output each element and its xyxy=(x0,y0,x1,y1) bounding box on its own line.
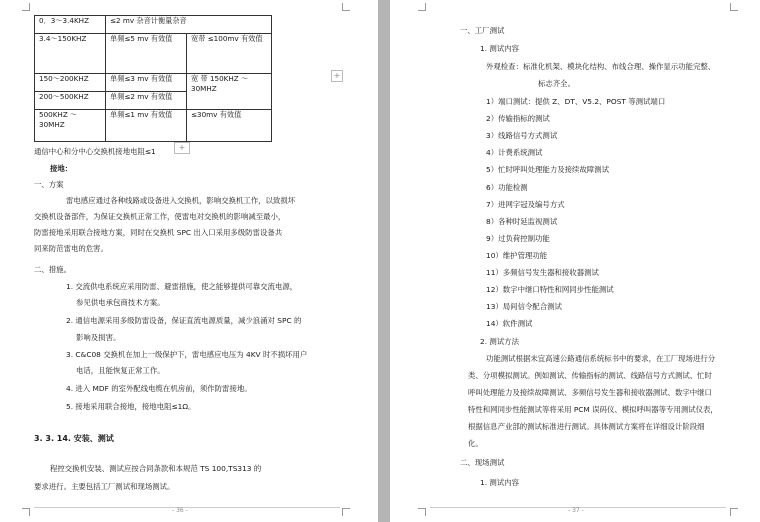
list-item: 13）局间信令配合测试 xyxy=(486,302,562,311)
subheading: 1. 测试内容 xyxy=(480,478,519,487)
list-item: 2. 通信电源采用多级防雷设备，保证直流电源质量，减少浪涌对 SPC 的 xyxy=(66,316,302,325)
crop-mark xyxy=(730,3,738,11)
heading: 二、措施。 xyxy=(34,265,71,274)
paragraph-line: 外观检查：标准化机架、模块化结构、布线合理、操作显示功能完整、 xyxy=(486,62,716,71)
table-row xyxy=(35,34,272,74)
list-item: 3. C&C08 交换机在加上一级保护下，雷电感应电压为 4KV 时不损坏用户 xyxy=(66,350,308,359)
paragraph-line: 防雷接地采用联合接地方案，同时在交换机 SPC 出入口采用多级防雷设备共 xyxy=(34,228,283,237)
list-item: 1）端口测试：提供 Z、DT、V5.2、POST 等测试端口 xyxy=(486,97,666,106)
table-cell: 宽 带 150KHZ ～ 30MHZ xyxy=(187,74,272,110)
heading: 二、现场测试 xyxy=(460,458,505,467)
table-cell: 单频≤1 mv 有效值 xyxy=(106,110,187,142)
crop-mark xyxy=(730,508,738,516)
table-cell: 单频≤3 mv 有效值 xyxy=(106,74,187,92)
table-cell: 200～500KHZ xyxy=(35,92,106,110)
table-row xyxy=(35,74,272,92)
noise-spec-table xyxy=(34,15,272,142)
paragraph-line: 类、分项模拟测试。例如测试、传输指标的测试、线路信号方式测试、忙时 xyxy=(468,371,712,380)
table-row xyxy=(35,110,272,142)
list-item: 10）维护管理功能 xyxy=(486,251,548,260)
crop-mark xyxy=(22,508,30,516)
document-page-right xyxy=(390,0,760,522)
list-item: 4. 进入 MDF 的室外配线电缆在机房前，须作防雷接地。 xyxy=(66,384,252,393)
list-item: 14）软件测试 xyxy=(486,319,533,328)
table-resize-handle[interactable]: + xyxy=(331,70,343,82)
paragraph-line: 化。 xyxy=(468,439,483,448)
list-item: 5）忙时呼叫处理能力及接续故障测试 xyxy=(486,165,609,174)
subheading: 1. 测试内容 xyxy=(480,44,519,53)
table-cell: 单频≤5 mv 有效值 xyxy=(106,34,187,74)
list-item: 7）进网字冠及编号方式 xyxy=(486,200,565,209)
section-label: 接地： xyxy=(50,164,73,173)
table-cell: ≤30mv 有效值 xyxy=(187,110,272,142)
paragraph-line: 同来防范雷电的危害。 xyxy=(34,244,108,253)
list-item: 8）各种时延监视测试 xyxy=(486,217,558,226)
table-cell: 单频≤2 mv 有效值 xyxy=(106,92,187,110)
paragraph-line: 标志齐全。 xyxy=(538,79,575,88)
page-gap xyxy=(378,0,390,522)
list-item: 参见供电承包商技术方案。 xyxy=(76,298,165,307)
list-item: 2）传输指标的测试 xyxy=(486,114,550,123)
list-item: 9）过负荷控制功能 xyxy=(486,234,550,243)
paragraph-line: 雷电感应通过各种线路或设备进入交换机，影响交换机工作，以致损坏 xyxy=(66,196,296,205)
paragraph-line: 呼叫处理能力及接续故障测试、多频信号发生器和接收器测试、数字中继口 xyxy=(468,388,712,397)
crop-mark xyxy=(342,3,350,11)
table-cell: 0．3～3.4KHZ xyxy=(35,16,106,34)
table-cell: 150～200KHZ xyxy=(35,74,106,92)
paragraph-line: 特性和网同步性能测试等将采用 PCM 误码仪、模拟呼叫器等专用测试仪表， xyxy=(468,405,718,414)
table-cell: 500KHZ ～ 30MHZ xyxy=(35,110,106,142)
crop-mark xyxy=(418,508,426,516)
table-caption: 通信中心和分中心交换机接地电阻≤1 xyxy=(34,147,156,156)
list-item: 3）线路信号方式测试 xyxy=(486,131,558,140)
list-item: 6）功能检测 xyxy=(486,183,528,192)
section-heading: 3. 3. 14. 安装、测试 xyxy=(34,434,114,443)
document-page-left xyxy=(0,0,378,522)
paragraph-line: 要求进行。主要包括工厂测试和现场测试。 xyxy=(34,482,175,491)
list-item: 电话，且能恢复正常工作。 xyxy=(76,366,165,375)
table-row xyxy=(35,16,272,34)
crop-mark xyxy=(22,3,30,11)
table-cell: 宽带 ≤100mv 有效值 xyxy=(187,34,272,74)
list-item: 影响及损害。 xyxy=(76,333,121,342)
page-number: - 37 - xyxy=(568,507,584,514)
page-number: - 36 - xyxy=(172,507,188,514)
paragraph-line: 功能测试根据未宜高速公路通信系统标书中的要求，在工厂现场进行分 xyxy=(486,354,716,363)
table-add-row-handle[interactable]: + xyxy=(174,142,190,154)
list-item: 11）多频信号发生器和接收器测试 xyxy=(486,268,599,277)
crop-mark xyxy=(418,3,426,11)
heading: 一、方案 xyxy=(34,180,64,189)
subheading: 2. 测试方法 xyxy=(480,337,519,346)
table-cell: 3.4～150KHZ xyxy=(35,34,106,74)
paragraph-line: 根据信息产业部的测试标准进行测试。具体测试方案将在详细设计阶段细 xyxy=(468,422,705,431)
list-item: 12）数字中继口特性和网同步性能测试 xyxy=(486,285,614,294)
paragraph-line: 程控交换机安装、测试应按合同条款和本规范 TS 100,TS313 的 xyxy=(50,464,262,473)
list-item: 1. 交流供电系统应采用防雷、避雷措施，使之能够提供可靠交流电源， xyxy=(66,282,298,291)
list-item: 5. 接地采用联合接地，接地电阻≤1Ω。 xyxy=(66,402,196,411)
heading: 一、工厂测试 xyxy=(460,26,505,35)
paragraph-line: 交换机设备部件，为保证交换机正常工作，使雷电对交换机的影响减至最小， xyxy=(34,212,286,221)
crop-mark xyxy=(342,508,350,516)
list-item: 4）计费系统测试 xyxy=(486,148,543,157)
table-cell: ≤2 mv 杂音计衡量杂音 xyxy=(106,16,272,34)
